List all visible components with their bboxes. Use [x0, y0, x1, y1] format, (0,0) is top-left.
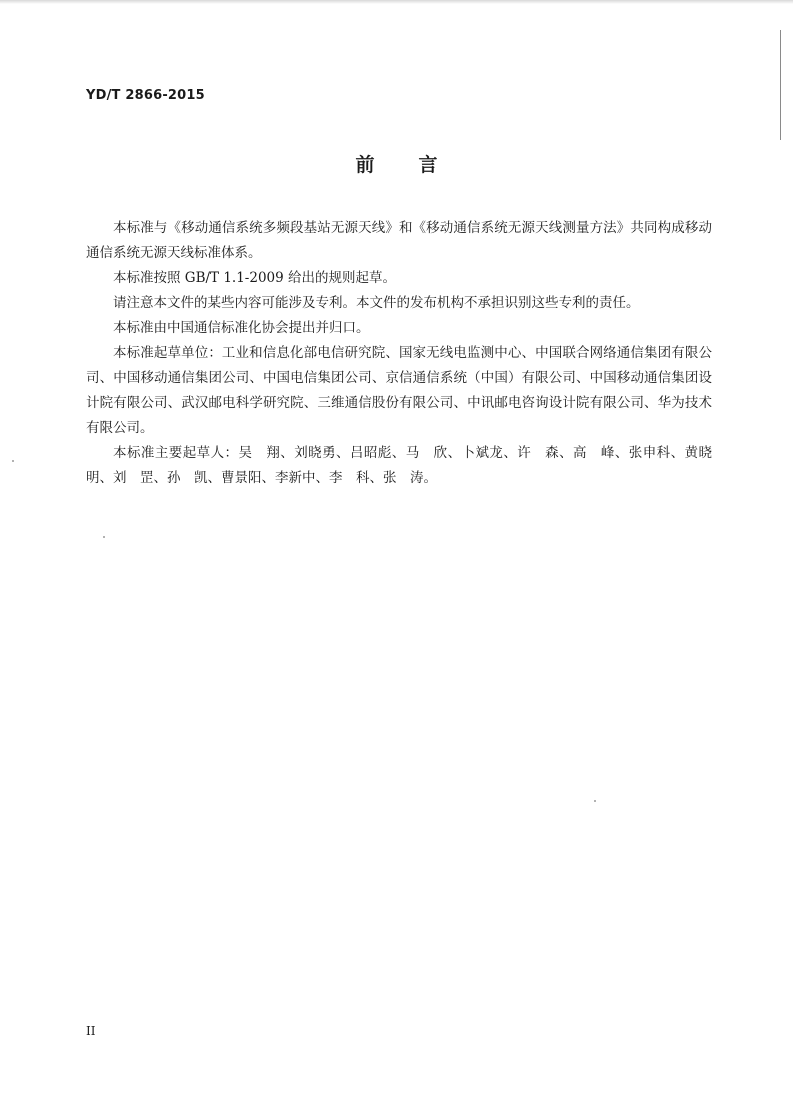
- title-char-2: 言: [418, 154, 438, 176]
- scan-speck: [594, 800, 596, 802]
- page-number: II: [86, 1024, 96, 1038]
- scan-edge-top: [0, 0, 793, 4]
- scan-speck: [103, 536, 105, 538]
- paragraph-patent-notice: 请注意本文件的某些内容可能涉及专利。本文件的发布机构不承担识别这些专利的责任。: [113, 295, 640, 311]
- document-code: YD/T 2866-2015: [86, 88, 205, 103]
- page-title: [0, 150, 793, 177]
- title-char-1: 前: [355, 154, 375, 176]
- paragraph-composition: 本标准与《移动通信系统多频段基站无源天线》和《移动通信系统无源天线测量方法》共同构成移动通信系统无源天线标准体系。: [86, 220, 712, 261]
- scan-speck: [12, 460, 14, 462]
- scan-edge-line: [780, 30, 781, 140]
- foreword-body: [86, 216, 712, 491]
- paragraph-drafters: 本标准主要起草人：吴 翔、刘晓勇、吕昭彪、马 欣、卜斌龙、许 森、高 峰、张申科、黄晓明、刘 罡、孙 凯、曹景阳、李新中、李 科、张 涛。: [86, 445, 712, 486]
- paragraph-drafting-rules: 本标准按照 GB/T 1.1-2009 给出的规则起草。: [113, 270, 397, 286]
- paragraph-proposer: 本标准由中国通信标准化协会提出并归口。: [113, 320, 370, 336]
- paragraph-drafting-units: 本标准起草单位：工业和信息化部电信研究院、国家无线电监测中心、中国联合网络通信集团有限公司、中国移动通信集团公司、中国电信集团公司、京信通信系统（中国）有限公司、中国移动通信集团设计院有限公司、武汉邮电科学研究院、三维通信股份有限公司、中讯邮电咨询设计院有限公司、华为技术有限公司。: [86, 345, 712, 436]
